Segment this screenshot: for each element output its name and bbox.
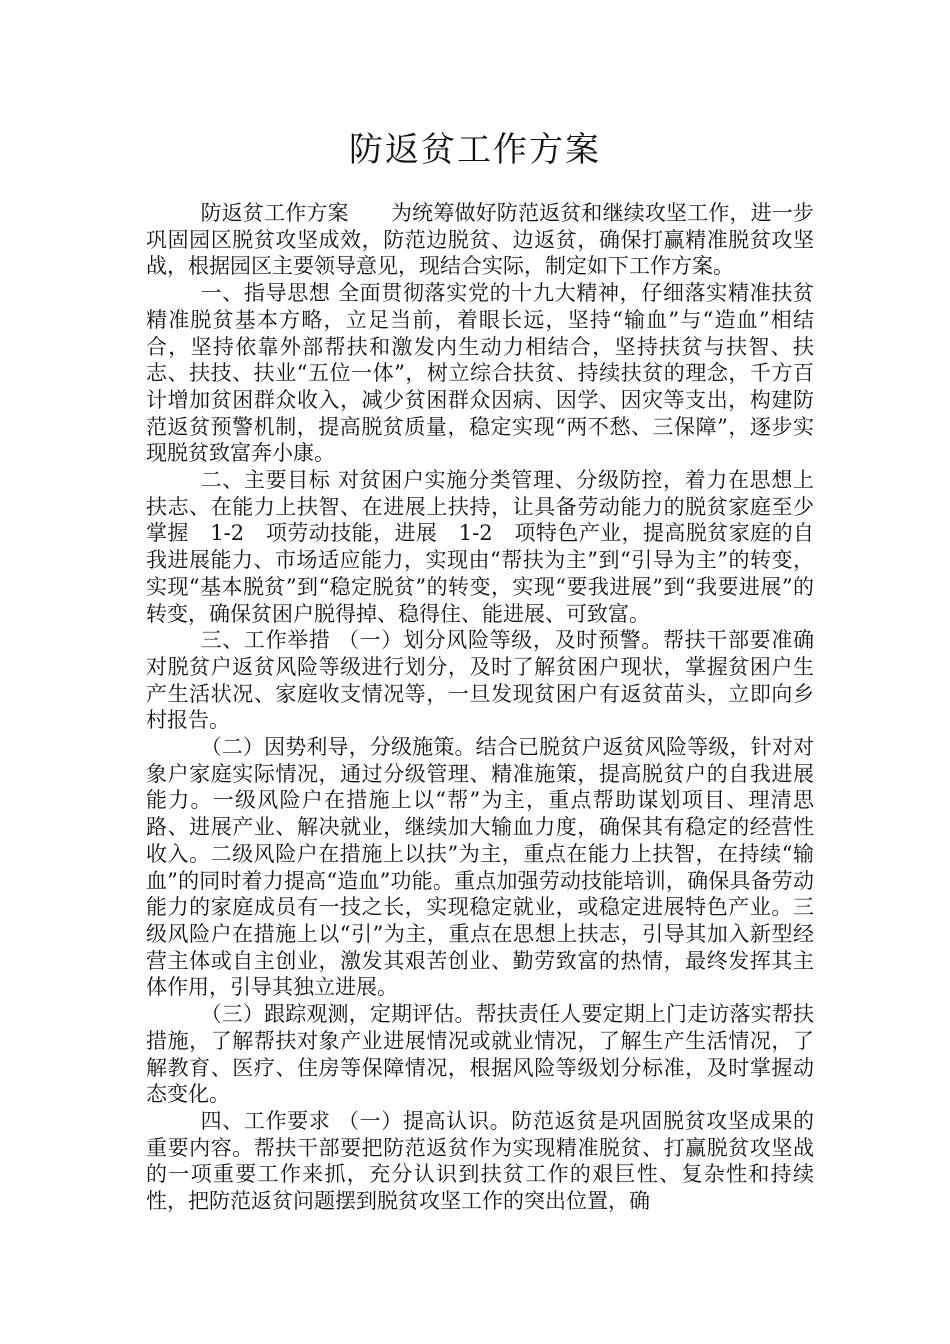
paragraph-work-requirements: 四、工作要求 （一）提高认识。防范返贫是巩固脱贫攻坚成果的重要内容。帮扶干部要把防范返贫作为实现精准脱贫、打赢脱贫攻坚战的一项重要工作来抓，充分认识到扶贫工作的艰巨性、复杂性和持续性，把防范返贫问题摆到脱贫攻坚工作的突出位置，确 — [146, 1108, 814, 1214]
paragraph-work-measures-1: 三、工作举措 （一）划分风险等级，及时预警。帮扶干部要准确对脱贫户返贫风险等级进行划分，及时了解贫困户现状，掌握贫困户生产生活状况、家庭收支情况等，一旦发现贫困户有返贫苗头，立即向乡村报告。 — [146, 628, 814, 733]
paragraph-guiding-ideology: 一、指导思想 全面贯彻落实党的十九大精神，仔细落实精准扶贫精准脱贫基本方略，立足当前，着眼长远，坚持“输血”与“造血”相结合，坚持依靠外部帮扶和激发内生动力相结合，坚持扶贫与扶智、扶志、扶技、扶业“五位一体”，树立综合扶贫、持续扶贫的理念，千方百计增加贫困群众收入，减少贫困群众因病、因学、因灾等支出，构建防范返贫预警机制，提高脱贫质量，稳定实现“两不愁、三保障”，逐步实现脱贫致富奔小康。 — [146, 281, 814, 466]
paragraph-intro: 防返贫工作方案 为统筹做好防范返贫和继续攻坚工作，进一步巩固园区脱贫攻坚成效，防范边脱贫、边返贫，确保打赢精准脱贫攻坚战，根据园区主要领导意见，现结合实际，制定如下工作方案。 — [146, 201, 814, 279]
paragraph-main-goals: 二、主要目标 对贫困户实施分类管理、分级防控，着力在思想上扶志、在能力上扶智、在进展上扶持，让具备劳动能力的脱贫家庭至少掌握 1-2 项劳动技能，进展 1-2 项特色产业，提高脱贫家庭的自我进展能力、市场适应能力，实现由“帮扶为主”到“引导为主”的转变，实现“基本脱贫”到“稳定脱贫”的转变，实现“要我进展”到“我要进展”的转变，确保贫困户脱得掉、稳得住、能进展、可致富。 — [146, 468, 814, 626]
document-title: 防返贫工作方案 — [349, 130, 601, 170]
document-body — [146, 200, 814, 1215]
paragraph-work-measures-3: （三）跟踪观测，定期评估。帮扶责任人要定期上门走访落实帮扶措施，了解帮扶对象产业进展情况或就业情况，了解生产生活情况，了解教育、医疗、住房等保障情况，根据风险等级划分标准，及时掌握动态变化。 — [146, 1002, 814, 1107]
paragraph-work-measures-2: （二）因势利导，分级施策。结合已脱贫户返贫风险等级，针对对象户家庭实际情况，通过分级管理、精准施策，提高脱贫户的自我进展能力。一级风险户在措施上以“帮”为主，重点帮助谋划项目、理清思路、进展产业、解决就业，继续加大输血力度，确保其有稳定的经营性收入。二级风险户在措施上以扶”为主，重点在能力上扶智，在持续“输血”的同时着力提高“造血”功能。重点加强劳动技能培训，确保具备劳动能力的家庭成员有一技之长，实现稳定就业，或稳定进展特色产业。三级风险户在措施上以“引”为主，重点在思想上扶志，引导其加入新型经营主体或自主创业，激发其艰苦创业、勤劳致富的热情，最终发挥其主体作用，引导其独立进展。 — [146, 735, 814, 1000]
